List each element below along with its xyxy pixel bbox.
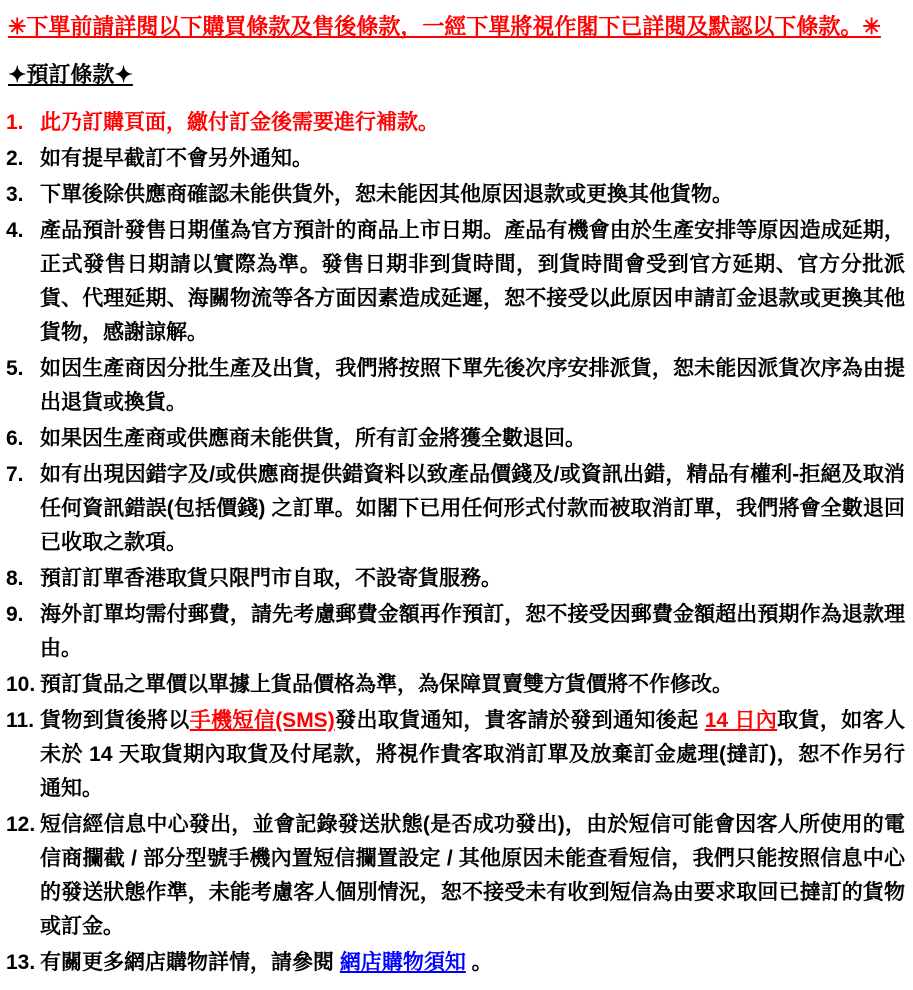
term-text [40, 598, 905, 666]
term-item [6, 422, 905, 456]
term-text [40, 352, 905, 420]
term-item [6, 946, 905, 980]
term-item [6, 668, 905, 702]
term-segment: 貨物到貨後將以 [40, 709, 190, 732]
term-number: 10. [6, 673, 36, 696]
term-segment: 此乃訂購頁面，繳付訂金後需要進行補款。 [40, 111, 439, 134]
term-text [40, 458, 905, 560]
term-item [6, 704, 905, 806]
term-item [6, 106, 905, 140]
term-segment: 如果因生產商或供應商未能供貨，所有訂金將獲全數退回。 [40, 427, 586, 450]
term-text [40, 422, 905, 456]
term-segment: 發出取貨通知，貴客請於發到通知後起 [334, 709, 705, 732]
term-number: 6. [6, 427, 24, 450]
term-text [40, 668, 905, 702]
term-item [6, 562, 905, 596]
term-segment: 有關更多網店購物詳情，請參閱 [40, 951, 340, 974]
term-text [40, 704, 905, 806]
term-number: 11. [6, 709, 35, 732]
term-item [6, 808, 905, 944]
term-segment: 海外訂單均需付郵費，請先考慮郵費金額再作預訂，恕不接受因郵費金額超出預期作為退款理由。 [40, 603, 905, 660]
term-number: 1. [6, 111, 24, 134]
term-segment: 如有提早截訂不會另外通知。 [40, 147, 313, 170]
term-text [40, 808, 905, 944]
term-item [6, 458, 905, 560]
term-text [40, 562, 905, 596]
term-text [40, 106, 905, 140]
term-segment: 下單後除供應商確認未能供貨外，恕未能因其他原因退款或更換其他貨物。 [40, 183, 733, 206]
term-segment: 預訂貨品之單價以單據上貨品價格為準，為保障買賣雙方貨價將不作修改。 [40, 673, 733, 696]
term-number: 13. [6, 951, 36, 974]
pre-order-warning-banner: ✳下單前請詳閱以下購買條款及售後條款，一經下單將視作閣下已詳閱及默認以下條款。✳ [8, 14, 881, 39]
term-text [40, 946, 905, 980]
term-number: 3. [6, 183, 24, 206]
shop-notice-link[interactable]: 網店購物須知 [339, 951, 466, 974]
term-number: 9. [6, 603, 24, 626]
term-item [6, 214, 905, 350]
pickup-deadline-highlight: 14 日內 [704, 709, 778, 732]
term-text [40, 178, 905, 212]
term-number: 12. [6, 813, 36, 836]
term-segment: 產品預計發售日期僅為官方預計的商品上市日期。產品有機會由於生產安排等原因造成延期，正式發售日期請以實際為準。發售日期非到貨時間，到貨時間會受到官方延期、官方分批派貨、代理延期、海關物流等各方面因素造成延遲，恕不接受以此原因申請訂金退款或更換其他貨物，感謝諒解。 [40, 219, 905, 344]
term-segment: 預訂訂單香港取貨只限門市自取，不設寄貨服務。 [40, 567, 502, 590]
term-number: 2. [6, 147, 24, 170]
term-segment: 短信經信息中心發出，並會記錄發送狀態(是否成功發出)，由於短信可能會因客人所使用的電信商攔截 / 部分型號手機內置短信攔置設定 / 其他原因未能查看短信，我們只能按照信息中心的發送狀態作準，未能考慮客人個別情況，恕不接受未有收到短信為由要求取回已撻訂的貨物或訂金。 [40, 813, 905, 938]
term-segment: 。 [465, 951, 493, 974]
term-text [40, 214, 905, 350]
term-item [6, 598, 905, 666]
term-segment: 如因生產商因分批生產及出貨，我們將按照下單先後次序安排派貨，恕未能因派貨次序為由提出退貨或換貨。 [40, 357, 905, 414]
term-number: 5. [6, 357, 24, 380]
term-item [6, 178, 905, 212]
term-number: 8. [6, 567, 24, 590]
term-number: 4. [6, 219, 24, 242]
section-title-pre-order-terms: ✦預訂條款✦ [8, 62, 133, 87]
term-text [40, 142, 905, 176]
term-number: 7. [6, 463, 24, 486]
term-segment: 如有出現因錯字及/或供應商提供錯資料以致產品價錢及/或資訊出錯，精品有權利-拒絕及取消任何資訊錯誤(包括價錢) 之訂單。如閣下已用任何形式付款而被取消訂單，我們將會全數退回已收取之款項。 [40, 463, 905, 554]
terms-list [6, 106, 905, 980]
term-item [6, 142, 905, 176]
term-segment: 取貨，如客人未於 14 天取貨期內取貨及付尾款，將視作貴客取消訂單及放棄訂金處理(撻訂)，恕不作另行通知。 [40, 709, 905, 800]
term-item [6, 352, 905, 420]
sms-highlight: 手機短信(SMS) [189, 709, 335, 732]
